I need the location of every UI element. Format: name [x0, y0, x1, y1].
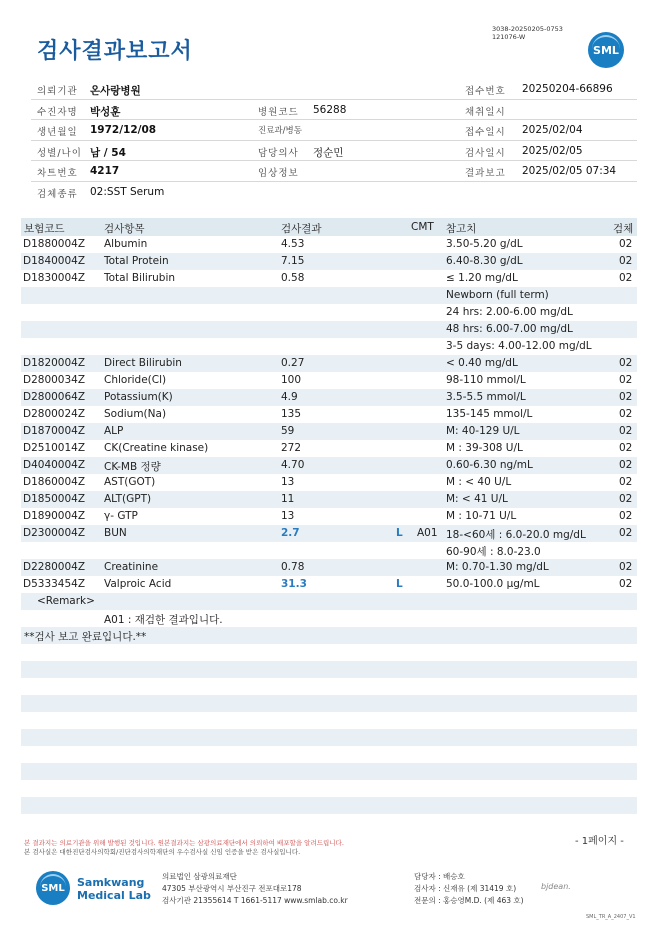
table-row — [21, 270, 637, 287]
collect-date-label: 채취일시 — [465, 106, 506, 118]
cell-code: D1820004Z — [23, 357, 86, 369]
cell-ref: M : 39-308 U/L — [446, 442, 523, 454]
table-row — [21, 763, 637, 780]
footnote: 본 결과지는 의료기관을 위해 발행된 것입니다. 원본결과지는 삼광의료재단에서 의뢰하여 배포할을 알려드립니다. 본 검사실은 대한진단검사의학회/진단검사의학재단의 우수검사실 신임 인증을 받은 검사실입니다. — [24, 839, 344, 856]
cell-code: D1880004Z — [23, 238, 86, 250]
patient-label: 수진자명 — [37, 106, 78, 118]
cell-item: Albumin — [104, 238, 148, 250]
clinical-label: 임상정보 — [258, 168, 299, 180]
cell-result: 0.27 — [281, 357, 305, 369]
cell-code: D2280004Z — [23, 561, 86, 573]
cell-spec: 02 — [619, 510, 633, 522]
table-row — [21, 644, 637, 661]
sml-logo: SML — [588, 32, 624, 68]
header-cmt: CMT — [411, 221, 434, 233]
cell-hl: L — [396, 578, 403, 590]
dept-label: 진료과/병동 — [258, 126, 302, 137]
birth-label: 생년월일 — [37, 127, 78, 139]
cell-item: CK(Creatine kinase) — [104, 442, 209, 454]
sml-footer-logo: SML — [36, 871, 70, 905]
cell-item: Direct Bilirubin — [104, 357, 182, 369]
table-row — [21, 593, 637, 610]
table-row — [21, 780, 637, 797]
institution-label: 의뢰기관 — [37, 86, 78, 97]
page-number: - 1페이지 - — [575, 836, 624, 847]
cell-result: 13 — [281, 476, 295, 488]
table-row — [21, 406, 637, 423]
cell-code: D1860004Z — [23, 476, 86, 488]
test-date-value: 2025/02/05 — [522, 144, 583, 157]
cell-spec: 02 — [619, 391, 633, 403]
cell-spec: 02 — [619, 527, 633, 539]
birth-value: 1972/12/08 — [90, 124, 157, 137]
table-row — [21, 355, 637, 372]
cell-result: 4.70 — [281, 459, 305, 471]
cell-code: D2300004Z — [23, 527, 86, 539]
cell-item: Valproic Acid — [104, 578, 172, 590]
results-header — [21, 218, 637, 236]
cell-code: D5333454Z — [23, 578, 86, 590]
cell-item: Total Bilirubin — [104, 272, 176, 284]
cell-ref: M: 40-129 U/L — [446, 425, 520, 437]
cell-ref: 50.0-100.0 μg/mL — [446, 578, 540, 590]
table-row — [21, 389, 637, 406]
table-row — [21, 287, 637, 304]
cell-spec: 02 — [619, 578, 633, 590]
cell-spec: 02 — [619, 272, 633, 284]
table-row — [21, 542, 637, 559]
table-row — [21, 372, 637, 389]
org-address: 의료법인 삼광의료재단 47305 부산광역시 부산진구 전포대로178 검사기관 21355614 T 1661-5117 www.smlab.co.kr — [162, 872, 348, 905]
cell-spec: 02 — [619, 442, 633, 454]
sex-age-label: 성별/나이 — [37, 147, 82, 159]
cell-ref: ≤ 1.20 mg/dL — [446, 272, 518, 284]
cell-result: 59 — [281, 425, 295, 437]
table-row — [21, 814, 637, 831]
cell-ref: 60-90세 : 8.0-23.0 — [446, 546, 541, 558]
table-row — [21, 678, 637, 695]
table-row — [21, 559, 637, 576]
cell-code: D1870004Z — [23, 425, 86, 437]
chart-no-value: 4217 — [90, 165, 120, 178]
cell-item: ALT(GPT) — [104, 493, 152, 505]
receipt-no-value: 20250204-66896 — [522, 83, 613, 95]
cell-item: Chloride(Cl) — [104, 374, 167, 386]
cell-result: 4.9 — [281, 391, 298, 403]
chart-no-label: 차트번호 — [37, 168, 78, 180]
cell-ref: 48 hrs: 6.00-7.00 mg/dL — [446, 323, 573, 335]
cell-code: D1830004Z — [23, 272, 86, 284]
cell-spec: 02 — [619, 476, 633, 488]
cell-spec: 02 — [619, 425, 633, 437]
hospital-code-label: 병원코드 — [258, 106, 299, 118]
cell-result: 4.53 — [281, 238, 305, 250]
cell-item: CK-MB 정량 — [104, 461, 161, 473]
remark-text: A01 : 재검한 결과입니다. — [104, 614, 223, 626]
cell-item: Creatinine — [104, 561, 159, 573]
cell-spec: 02 — [619, 459, 633, 471]
specimen-type-label: 검체종류 — [37, 188, 78, 200]
cell-cmt: A01 — [417, 527, 438, 539]
cell-ref: 3.5-5.5 mmol/L — [446, 391, 526, 403]
cell-spec: 02 — [619, 255, 633, 267]
cell-ref: M : < 40 U/L — [446, 476, 512, 488]
cell-item: Sodium(Na) — [104, 408, 167, 420]
cell-result: 0.78 — [281, 561, 305, 573]
header-result: 검사결과 — [281, 223, 322, 235]
table-row — [21, 695, 637, 712]
header-code: 보험코드 — [24, 223, 65, 235]
table-row — [21, 440, 637, 457]
info-row — [31, 120, 637, 141]
table-row — [21, 253, 637, 270]
cell-result: 135 — [281, 408, 302, 420]
cell-ref: M: 0.70-1.30 mg/dL — [446, 561, 549, 573]
hospital-code-value: 56288 — [313, 103, 347, 116]
cell-code: D1840004Z — [23, 255, 86, 267]
cell-ref: 3.50-5.20 g/dL — [446, 238, 523, 250]
table-row — [21, 236, 637, 253]
info-row — [31, 161, 637, 182]
cell-code: D2800034Z — [23, 374, 86, 386]
results-table — [21, 236, 637, 831]
cell-result: 13 — [281, 510, 295, 522]
cell-ref: 98-110 mmol/L — [446, 374, 526, 386]
test-date-label: 검사일시 — [465, 147, 506, 159]
cell-spec: 02 — [619, 493, 633, 505]
table-row — [21, 457, 637, 474]
specimen-type-value: 02:SST Serum — [90, 185, 165, 198]
report-date-label: 결과보고 — [465, 168, 506, 180]
header-ref: 참고치 — [446, 223, 477, 235]
cell-item: AST(GOT) — [104, 476, 156, 488]
cell-item: Potassium(K) — [104, 391, 173, 403]
cell-code: D1890004Z — [23, 510, 86, 522]
cell-result: 2.7 — [281, 527, 300, 539]
info-row — [31, 100, 637, 121]
report-complete-text: **검사 보고 완료입니다.** — [24, 631, 147, 643]
cell-result: 0.58 — [281, 272, 305, 284]
cell-spec: 02 — [619, 357, 633, 369]
cell-ref: M: < 41 U/L — [446, 493, 508, 505]
cell-spec: 02 — [619, 374, 633, 386]
table-row — [21, 423, 637, 440]
table-row — [21, 661, 637, 678]
cell-ref: 0.60-6.30 ng/mL — [446, 459, 533, 471]
cell-hl: L — [396, 527, 403, 539]
table-row — [21, 746, 637, 763]
patient-value: 박성훈 — [90, 105, 121, 118]
doctor-value: 정순민 — [313, 146, 344, 159]
remark-label: <Remark> — [37, 595, 95, 607]
receipt-date-value: 2025/02/04 — [522, 124, 583, 137]
cell-item: Total Protein — [104, 255, 169, 267]
cell-spec: 02 — [619, 238, 633, 250]
table-row — [21, 508, 637, 525]
cell-spec: 02 — [619, 408, 633, 420]
table-row — [21, 304, 637, 321]
cell-result: 11 — [281, 493, 295, 505]
cell-ref: 3-5 days: 4.00-12.00 mg/dL — [446, 340, 592, 352]
table-row — [21, 627, 637, 644]
staff-info: 담당자 : 배승호 검사자 : 신재유 (제 31419 호) 전문의 : 홍승영M.D. (제 463 호) — [414, 872, 524, 905]
signature: bjdean. — [541, 882, 571, 891]
cell-ref: 6.40-8.30 g/dL — [446, 255, 523, 267]
cell-code: D2800064Z — [23, 391, 86, 403]
table-row — [21, 338, 637, 355]
cell-item: ALP — [104, 425, 124, 437]
cell-spec: 02 — [619, 561, 633, 573]
cell-result: 31.3 — [281, 578, 307, 590]
patient-info — [31, 79, 637, 203]
table-row — [21, 474, 637, 491]
cell-code: D4040004Z — [23, 459, 86, 471]
cell-code: D1850004Z — [23, 493, 86, 505]
header-specimen: 검체 — [613, 223, 634, 235]
cell-code: D2800024Z — [23, 408, 86, 420]
cell-result: 7.15 — [281, 255, 305, 267]
table-row — [21, 576, 637, 593]
cell-result: 272 — [281, 442, 302, 454]
institution-value: 온사랑병원 — [90, 85, 141, 97]
header-item: 검사항목 — [104, 223, 145, 235]
report-code: 3038-20250205-0753 121076-W — [492, 25, 563, 41]
cell-ref: 24 hrs: 2.00-6.00 mg/dL — [446, 306, 573, 318]
table-row — [21, 610, 637, 627]
table-row — [21, 321, 637, 338]
sex-age-value: 남 / 54 — [90, 146, 126, 159]
table-row — [21, 797, 637, 814]
table-row — [21, 712, 637, 729]
cell-result: 100 — [281, 374, 302, 386]
table-row — [21, 729, 637, 746]
cell-ref: M : 10-71 U/L — [446, 510, 517, 522]
table-row — [21, 491, 637, 508]
cell-item: γ- GTP — [104, 510, 138, 522]
info-row — [31, 141, 637, 162]
cell-ref: < 0.40 mg/dL — [446, 357, 518, 369]
cell-code: D2510014Z — [23, 442, 86, 454]
doctor-label: 담당의사 — [258, 147, 299, 159]
cell-ref: Newborn (full term) — [446, 289, 549, 301]
org-name-en: Samkwang Medical Lab — [77, 876, 151, 902]
info-row — [31, 182, 637, 203]
table-row — [21, 525, 637, 542]
info-row — [31, 79, 637, 100]
cell-item: BUN — [104, 527, 127, 539]
receipt-date-label: 접수일시 — [465, 127, 506, 139]
report-title: 검사결과보고서 — [37, 39, 193, 64]
receipt-no-label: 접수번호 — [465, 86, 506, 97]
form-code: SML_TR_A_2407_V1 — [586, 914, 636, 920]
cell-ref: 18-<60세 : 6.0-20.0 mg/dL — [446, 529, 586, 541]
report-date-value: 2025/02/05 07:34 — [522, 165, 617, 178]
cell-ref: 135-145 mmol/L — [446, 408, 533, 420]
